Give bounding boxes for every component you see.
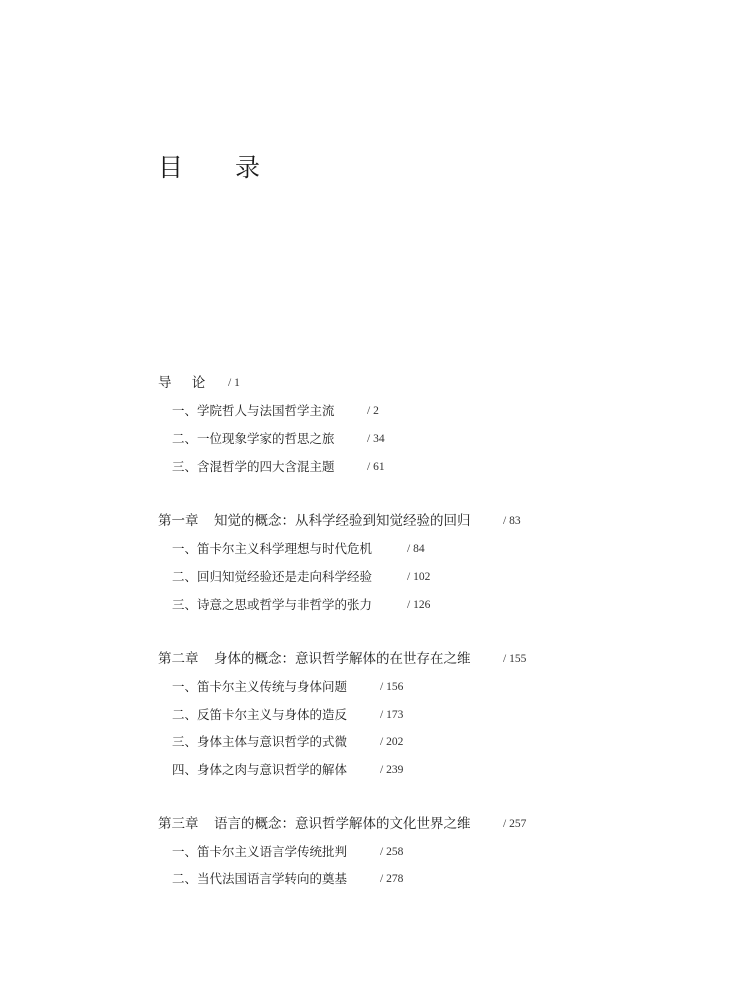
- toc-section-label: 三、诗意之思或哲学与非哲学的张力: [172, 597, 373, 612]
- toc-section-item[interactable]: [172, 842, 592, 862]
- toc-section-label: 二、一位现象学家的哲思之旅: [172, 431, 335, 446]
- toc-section-item[interactable]: [172, 760, 592, 780]
- toc-intro-title: 导 论: [158, 375, 214, 391]
- toc-section-label: 四、身体之肉与意识哲学的解体: [172, 762, 348, 777]
- toc-page-number: / 61: [367, 457, 385, 477]
- toc-page-number: / 34: [367, 429, 385, 449]
- toc-page-number: / 202: [380, 732, 403, 752]
- toc-chapter-number: 第三章: [158, 816, 199, 832]
- toc-section-item[interactable]: [172, 429, 572, 449]
- toc-chapter-number: 第一章: [158, 513, 199, 529]
- toc-section-item[interactable]: [172, 732, 592, 752]
- toc-section-item[interactable]: [172, 705, 592, 725]
- toc-chapter-number: 第二章: [158, 651, 199, 667]
- toc-page-number: / 155: [503, 649, 526, 669]
- toc-section-label: 二、当代法国语言学转向的奠基: [172, 871, 348, 886]
- toc-chapter-title: 知觉的概念：从科学经验到知觉经验的回归: [214, 513, 471, 529]
- toc-page-number: / 2: [367, 401, 379, 421]
- toc-section-label: 二、反笛卡尔主义与身体的造反: [172, 707, 348, 722]
- toc-section-label: 一、笛卡尔主义科学理想与时代危机: [172, 541, 373, 556]
- toc-page-number: / 126: [407, 595, 430, 615]
- toc-section-item[interactable]: [172, 539, 592, 559]
- toc-chapter-title: 语言的概念：意识哲学解体的文化世界之维: [214, 816, 471, 832]
- page-title: 目 录: [158, 153, 282, 182]
- toc-chapter-heading[interactable]: [158, 649, 578, 669]
- toc-section-label: 三、身体主体与意识哲学的式微: [172, 734, 348, 749]
- toc-page-number: / 84: [407, 539, 425, 559]
- toc-chapter-title: 身体的概念：意识哲学解体的在世存在之维: [214, 651, 471, 667]
- toc-section-item[interactable]: [172, 457, 572, 477]
- toc-page-number: / 156: [380, 677, 403, 697]
- toc-intro-heading[interactable]: [158, 373, 458, 393]
- toc-page-number: / 102: [407, 567, 430, 587]
- toc-page-number: / 173: [380, 705, 403, 725]
- toc-chapter-heading[interactable]: [158, 511, 578, 531]
- toc-section-label: 一、笛卡尔主义语言学传统批判: [172, 844, 348, 859]
- toc-page-number: / 1: [228, 373, 240, 393]
- toc-section-label: 一、学院哲人与法国哲学主流: [172, 403, 335, 418]
- toc-section-item[interactable]: [172, 567, 592, 587]
- toc-chapter-heading[interactable]: [158, 814, 578, 834]
- toc-section-label: 二、回归知觉经验还是走向科学经验: [172, 569, 373, 584]
- toc-page-number: / 83: [503, 511, 521, 531]
- toc-section-item[interactable]: [172, 869, 592, 889]
- toc-page-number: / 239: [380, 760, 403, 780]
- toc-section-item[interactable]: [172, 677, 592, 697]
- toc-section-item[interactable]: [172, 401, 572, 421]
- toc-page-number: / 258: [380, 842, 403, 862]
- toc-section-label: 三、含混哲学的四大含混主题: [172, 459, 335, 474]
- toc-section-item[interactable]: [172, 595, 592, 615]
- toc-page-number: / 257: [503, 814, 526, 834]
- toc-section-label: 一、笛卡尔主义传统与身体问题: [172, 679, 348, 694]
- toc-page-number: / 278: [380, 869, 403, 889]
